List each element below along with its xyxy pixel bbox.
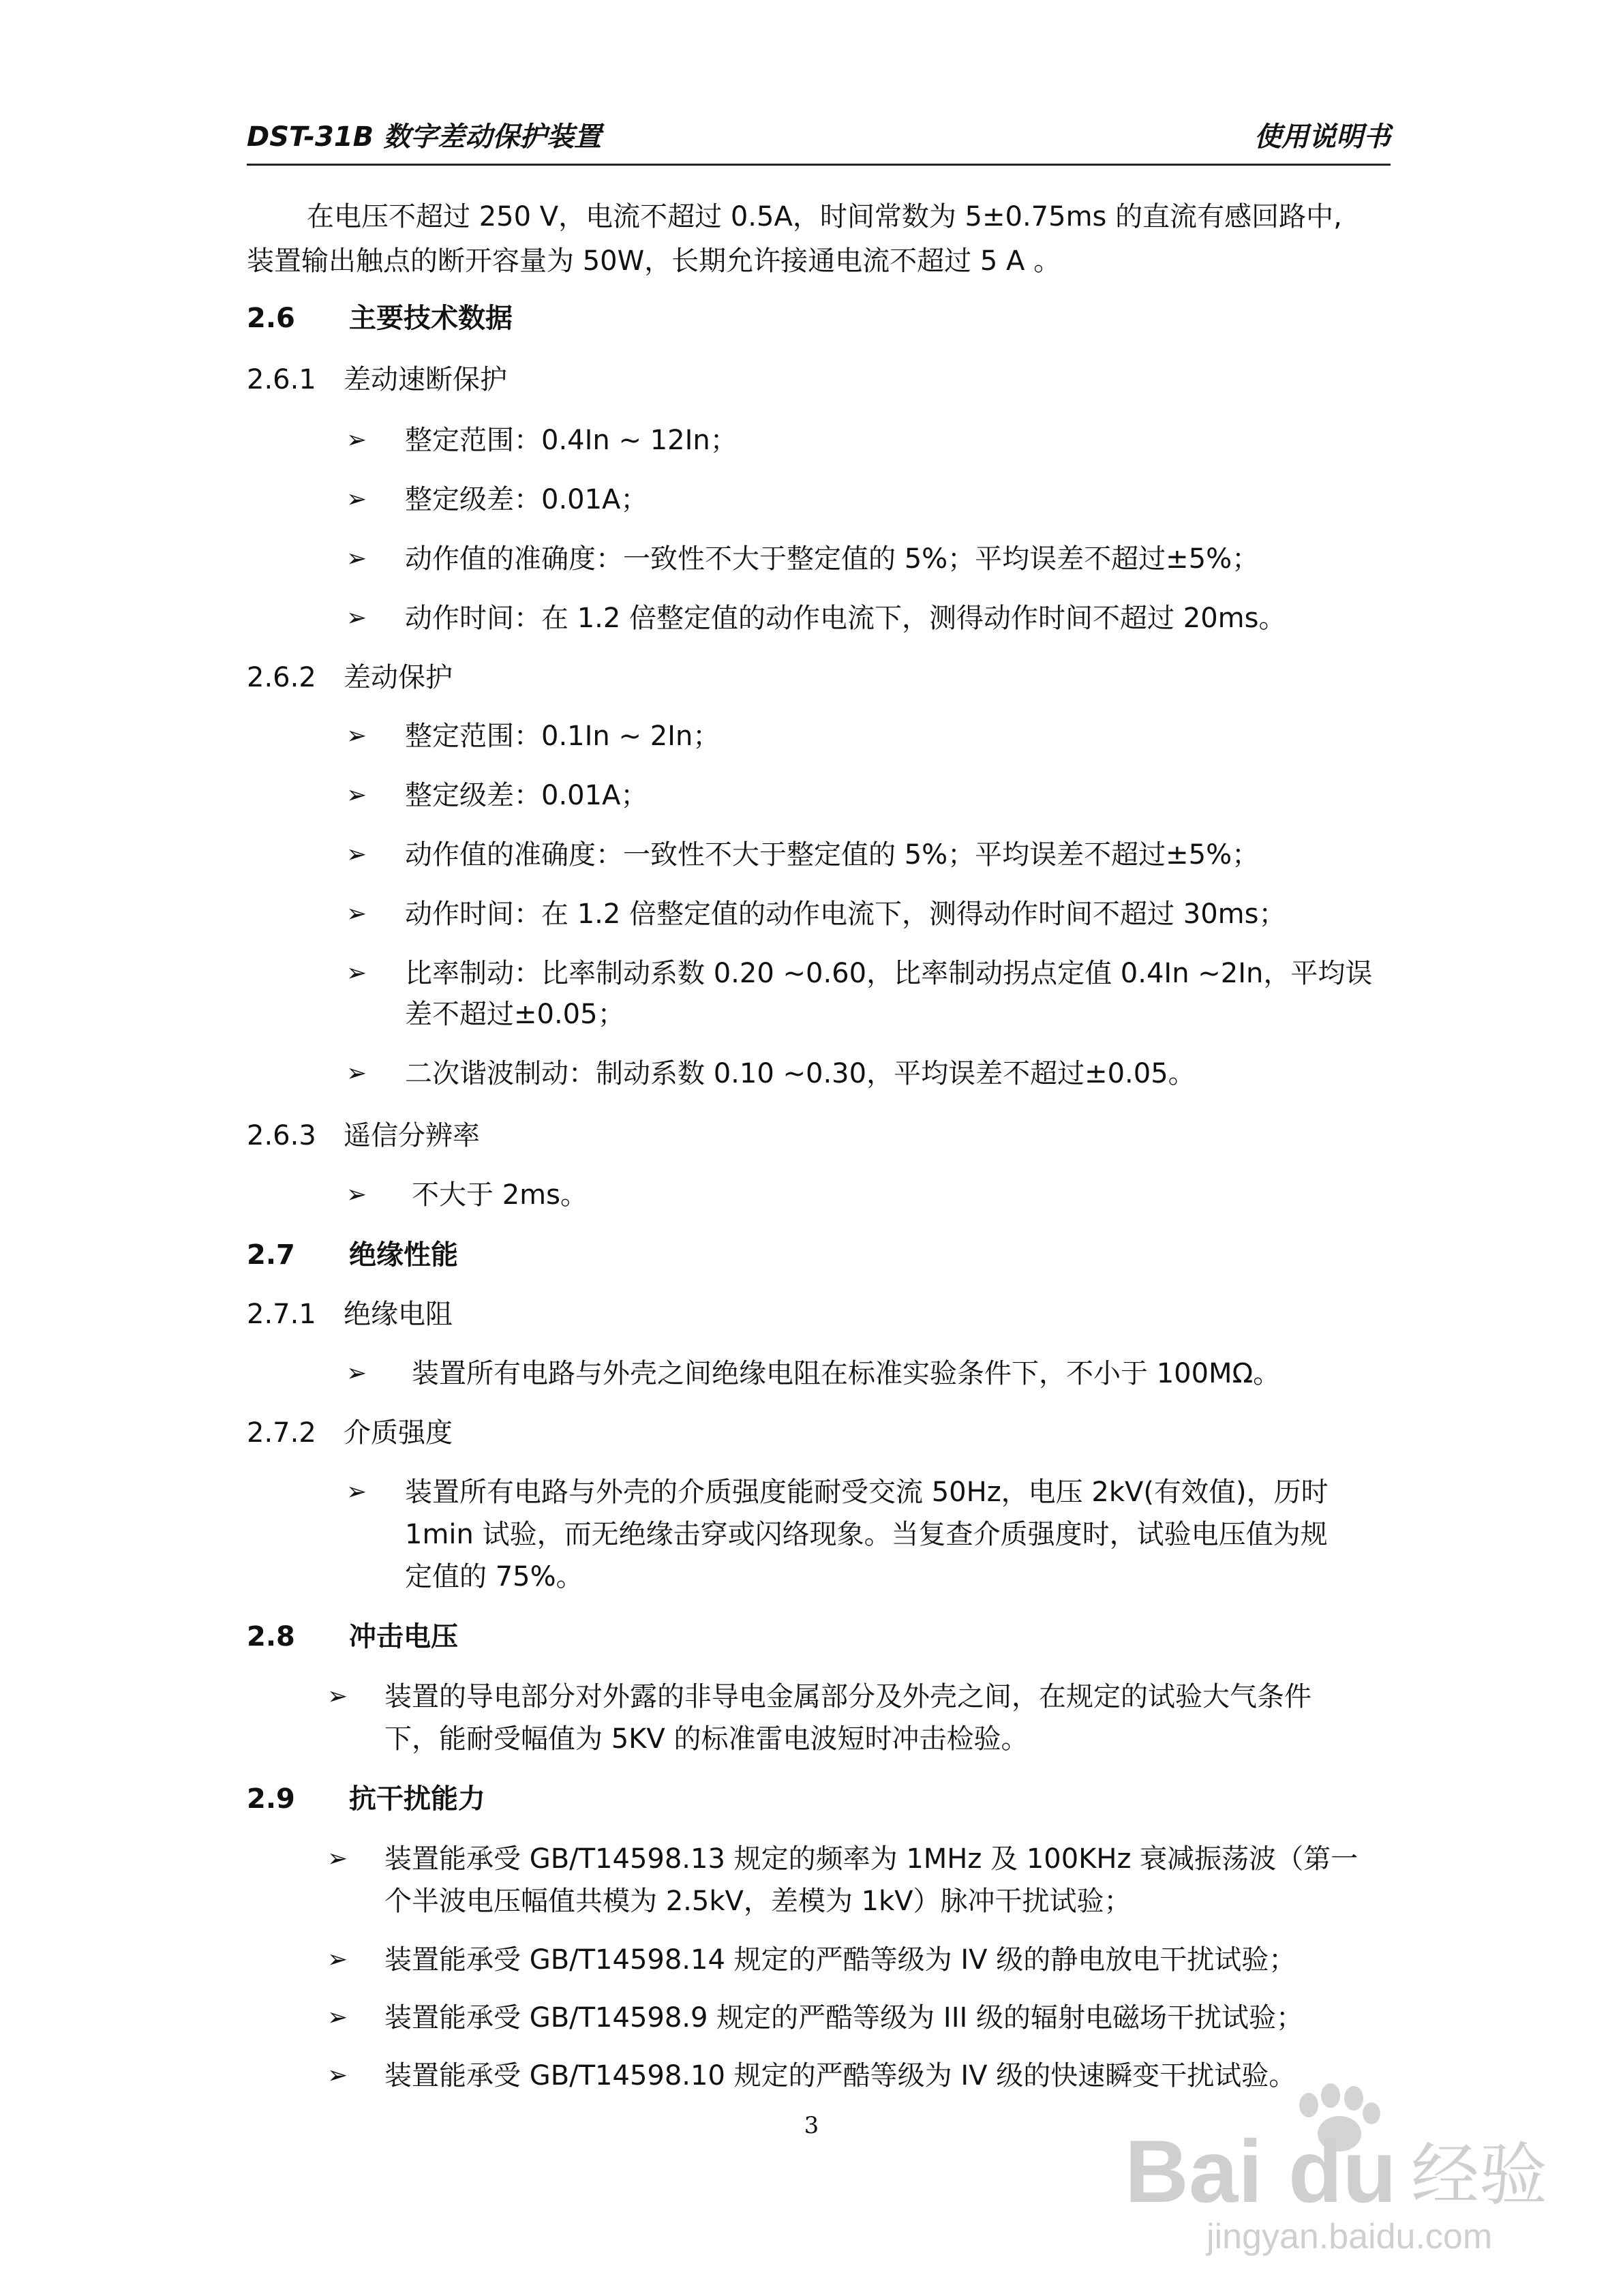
section-title: 冲击电压 (349, 1621, 458, 1652)
section-2-8-heading (247, 1621, 458, 1652)
section-title: 抗干扰能力 (349, 1783, 485, 1815)
list-item: 二次谐波制动：制动系数 0.10 ~0.30，平均误差不超过±0.05。 (405, 1058, 1196, 1089)
arrow-bullet-icon: ➢ (346, 959, 367, 987)
section-title: 差动保护 (344, 662, 453, 693)
section-title: 绝缘电阻 (344, 1299, 453, 1330)
section-2-7-1-heading (247, 1299, 453, 1330)
section-number: 2.7.2 (247, 1417, 316, 1449)
section-title: 遥信分辨率 (344, 1120, 480, 1151)
list-item: 动作值的准确度：一致性不大于整定值的 5%；平均误差不超过±5%； (405, 839, 1260, 871)
arrow-bullet-icon: ➢ (346, 841, 367, 868)
section-2-6-1-heading (247, 364, 507, 395)
section-title: 主要技术数据 (349, 303, 513, 334)
section-2-6-heading (247, 303, 513, 334)
arrow-bullet-icon: ➢ (327, 1845, 348, 1873)
list-item-continuation: 1min 试验，而无绝缘击穿或闪络现象。当复查介质强度时，试验电压值为规 (405, 1519, 1328, 1550)
section-number: 2.6.3 (247, 1120, 316, 1151)
list-item: 不大于 2ms。 (412, 1179, 588, 1211)
section-number: 2.7 (247, 1239, 295, 1271)
header-manual-label: 使用说明书 (1254, 121, 1391, 153)
arrow-bullet-icon: ➢ (346, 1059, 367, 1087)
list-item: 比率制动：比率制动系数 0.20 ~0.60，比率制动拐点定值 0.4In ~2In，平均误 (405, 958, 1373, 989)
list-item: 装置所有电路与外壳之间绝缘电阻在标准实验条件下，不小于 100MΩ。 (412, 1358, 1281, 1389)
section-2-6-3-heading (247, 1120, 480, 1151)
watermark-brand: Bai (1125, 2121, 1263, 2221)
arrow-bullet-icon: ➢ (346, 1478, 367, 1506)
arrow-bullet-icon: ➢ (346, 781, 367, 809)
list-item: 装置能承受 GB/T14598.13 规定的频率为 1MHz 及 100KHz 衰减振荡波（第一 (384, 1843, 1359, 1875)
watermark-url: jingyan.baidu.com (1207, 2217, 1493, 2256)
section-number: 2.9 (247, 1783, 295, 1815)
page-header (247, 109, 1391, 166)
list-item: 装置的导电部分对外露的非导电金属部分及外壳之间，在规定的试验大气条件 (384, 1681, 1311, 1712)
list-item: 装置能承受 GB/T14598.10 规定的严酷等级为 IV 级的快速瞬变干扰试验。 (384, 2060, 1296, 2091)
intro-line-2: 装置输出触点的断开容量为 50W，长期允许接通电流不超过 5 A 。 (247, 245, 1061, 277)
arrow-bullet-icon: ➢ (346, 900, 367, 928)
list-item: 整定级差：0.01A； (405, 484, 648, 515)
list-item: 动作值的准确度：一致性不大于整定值的 5%；平均误差不超过±5%； (405, 543, 1260, 575)
section-2-6-2-heading (247, 662, 453, 693)
list-item: 整定范围：0.4In ~ 12In； (405, 425, 738, 456)
section-2-7-heading (247, 1239, 458, 1271)
list-item-continuation: 定值的 75%。 (405, 1561, 583, 1592)
arrow-bullet-icon: ➢ (346, 1181, 367, 1209)
arrow-bullet-icon: ➢ (346, 426, 367, 454)
arrow-bullet-icon: ➢ (346, 1359, 367, 1387)
section-title: 绝缘性能 (349, 1239, 458, 1271)
list-item-continuation: 个半波电压幅值共模为 2.5kV，差模为 1kV）脉冲干扰试验； (384, 1886, 1132, 1917)
list-item: 动作时间：在 1.2 倍整定值的动作电流下，测得动作时间不超过 20ms。 (405, 603, 1286, 634)
section-number: 2.6.1 (247, 364, 316, 395)
list-item: 整定级差：0.01A； (405, 780, 648, 811)
arrow-bullet-icon: ➢ (346, 485, 367, 513)
list-item: 装置能承受 GB/T14598.9 规定的严酷等级为 III 级的辐射电磁场干扰试验； (384, 2002, 1304, 2034)
section-number: 2.8 (247, 1621, 295, 1652)
section-2-9-heading (247, 1783, 485, 1815)
watermark-cn: 经验 (1411, 2137, 1547, 2214)
list-item-continuation: 下，能耐受幅值为 5KV 的标准雷电波短时冲击检验。 (384, 1723, 1029, 1755)
arrow-bullet-icon: ➢ (346, 604, 367, 632)
section-number: 2.6 (247, 303, 295, 334)
list-item: 动作时间：在 1.2 倍整定值的动作电流下，测得动作时间不超过 30ms； (405, 898, 1286, 930)
list-item: 整定范围：0.1In ~ 2In； (405, 721, 721, 752)
section-title: 介质强度 (344, 1417, 453, 1449)
list-item: 装置所有电路与外壳的介质强度能耐受交流 50Hz，电压 2kV(有效值)，历时 (405, 1477, 1329, 1508)
arrow-bullet-icon: ➢ (327, 1946, 348, 1974)
list-item-continuation: 差不超过±0.05； (405, 999, 625, 1030)
arrow-bullet-icon: ➢ (327, 2004, 348, 2031)
page-number: 3 (804, 2112, 819, 2139)
arrow-bullet-icon: ➢ (346, 722, 367, 750)
intro-line-1: 在电压不超过 250 V，电流不超过 0.5A，时间常数为 5±0.75ms 的直流有感回路中, (307, 201, 1342, 232)
baidu-watermark (1118, 2066, 1595, 2270)
watermark-brand-2: du (1288, 2121, 1397, 2221)
section-number: 2.6.2 (247, 662, 316, 693)
section-title: 差动速断保护 (344, 364, 507, 395)
arrow-bullet-icon: ➢ (346, 545, 367, 573)
list-item: 装置能承受 GB/T14598.14 规定的严酷等级为 IV 级的静电放电干扰试验； (384, 1944, 1296, 1976)
section-2-7-2-heading (247, 1417, 453, 1449)
section-number: 2.7.1 (247, 1299, 316, 1330)
arrow-bullet-icon: ➢ (327, 2061, 348, 2089)
header-doc-title: DST-31B 数字差动保护装置 (247, 121, 602, 153)
arrow-bullet-icon: ➢ (327, 1682, 348, 1710)
